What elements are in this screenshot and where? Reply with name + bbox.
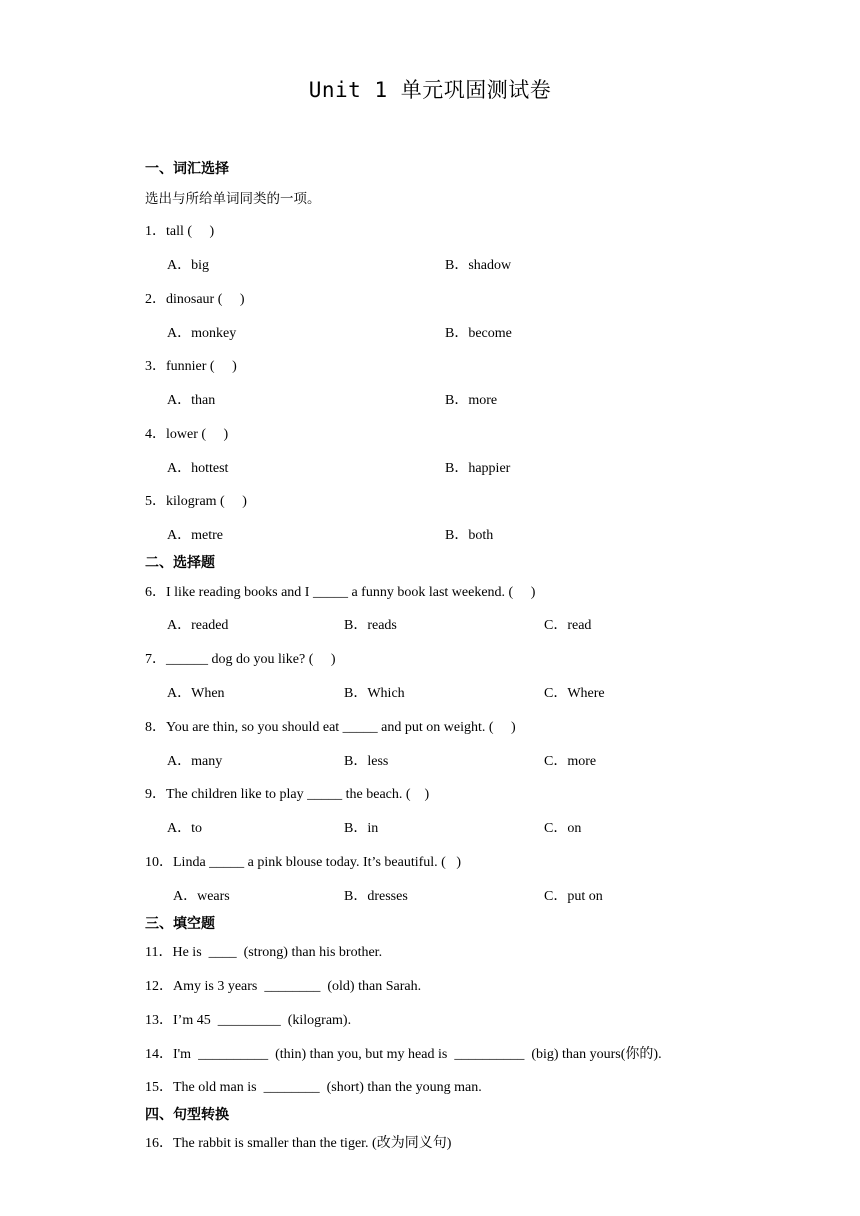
option-5-b: B．both bbox=[445, 528, 494, 543]
section-heading-vocabulary: 一、词汇选择 bbox=[145, 161, 229, 177]
section-heading-fill-blank: 三、填空题 bbox=[145, 916, 215, 932]
section-instruction: 选出与所给单词同类的一项。 bbox=[145, 191, 321, 207]
option-3-b: B．more bbox=[445, 393, 498, 408]
question-7: 7．______ dog do you like? ( ) bbox=[145, 652, 336, 667]
option-6-a: A．readed bbox=[167, 618, 229, 633]
option-5-a: A．metre bbox=[167, 528, 223, 543]
option-7-c: C．Where bbox=[544, 686, 605, 701]
page-title: Unit 1 单元巩固测试卷 bbox=[308, 78, 552, 102]
option-1-a: A．big bbox=[167, 258, 209, 273]
question-13: 13．I’m 45 _________ (kilogram). bbox=[145, 1013, 352, 1028]
option-9-b: B．in bbox=[344, 821, 379, 836]
question-16: 16．The rabbit is smaller than the tiger. (改为同义句) bbox=[145, 1136, 452, 1151]
option-7-a: A．When bbox=[167, 686, 225, 701]
option-2-a: A．monkey bbox=[167, 326, 237, 341]
option-2-b: B．become bbox=[445, 326, 512, 341]
option-1-b: B．shadow bbox=[445, 258, 512, 273]
question-3: 3．funnier ( ) bbox=[145, 359, 237, 374]
option-10-a: A．wears bbox=[173, 889, 230, 904]
option-7-b: B．Which bbox=[344, 686, 405, 701]
question-1: 1．tall ( ) bbox=[145, 224, 215, 239]
option-4-b: B．happier bbox=[445, 461, 511, 476]
question-4: 4．lower ( ) bbox=[145, 427, 229, 442]
question-12: 12．Amy is 3 years ________ (old) than Sarah. bbox=[145, 979, 422, 994]
question-2: 2．dinosaur ( ) bbox=[145, 292, 245, 307]
question-6: 6．I like reading books and I _____ a funny book last weekend. ( ) bbox=[145, 585, 536, 600]
option-9-c: C．on bbox=[544, 821, 582, 836]
question-5: 5．kilogram ( ) bbox=[145, 494, 247, 509]
option-6-c: C．read bbox=[544, 618, 592, 633]
option-6-b: B．reads bbox=[344, 618, 397, 633]
question-8: 8．You are thin, so you should eat _____ and put on weight. ( ) bbox=[145, 720, 516, 735]
question-14: 14．I'm __________ (thin) than you, but my head is __________ (big) than yours(你的). bbox=[145, 1047, 662, 1062]
option-4-a: A．hottest bbox=[167, 461, 229, 476]
option-8-a: A．many bbox=[167, 754, 223, 769]
question-9: 9．The children like to play _____ the beach. ( ) bbox=[145, 787, 430, 802]
option-3-a: A．than bbox=[167, 393, 216, 408]
option-8-b: B．less bbox=[344, 754, 389, 769]
question-11: 11．He is ____ (strong) than his brother. bbox=[145, 945, 383, 960]
option-9-a: A．to bbox=[167, 821, 202, 836]
option-10-c: C．put on bbox=[544, 889, 603, 904]
option-8-c: C．more bbox=[544, 754, 597, 769]
question-15: 15．The old man is ________ (short) than the young man. bbox=[145, 1080, 482, 1095]
section-heading-transform: 四、句型转换 bbox=[145, 1107, 229, 1123]
question-10: 10．Linda _____ a pink blouse today. It’s beautiful. ( ) bbox=[145, 855, 461, 870]
option-10-b: B．dresses bbox=[344, 889, 408, 904]
section-heading-choice: 二、选择题 bbox=[145, 555, 215, 571]
